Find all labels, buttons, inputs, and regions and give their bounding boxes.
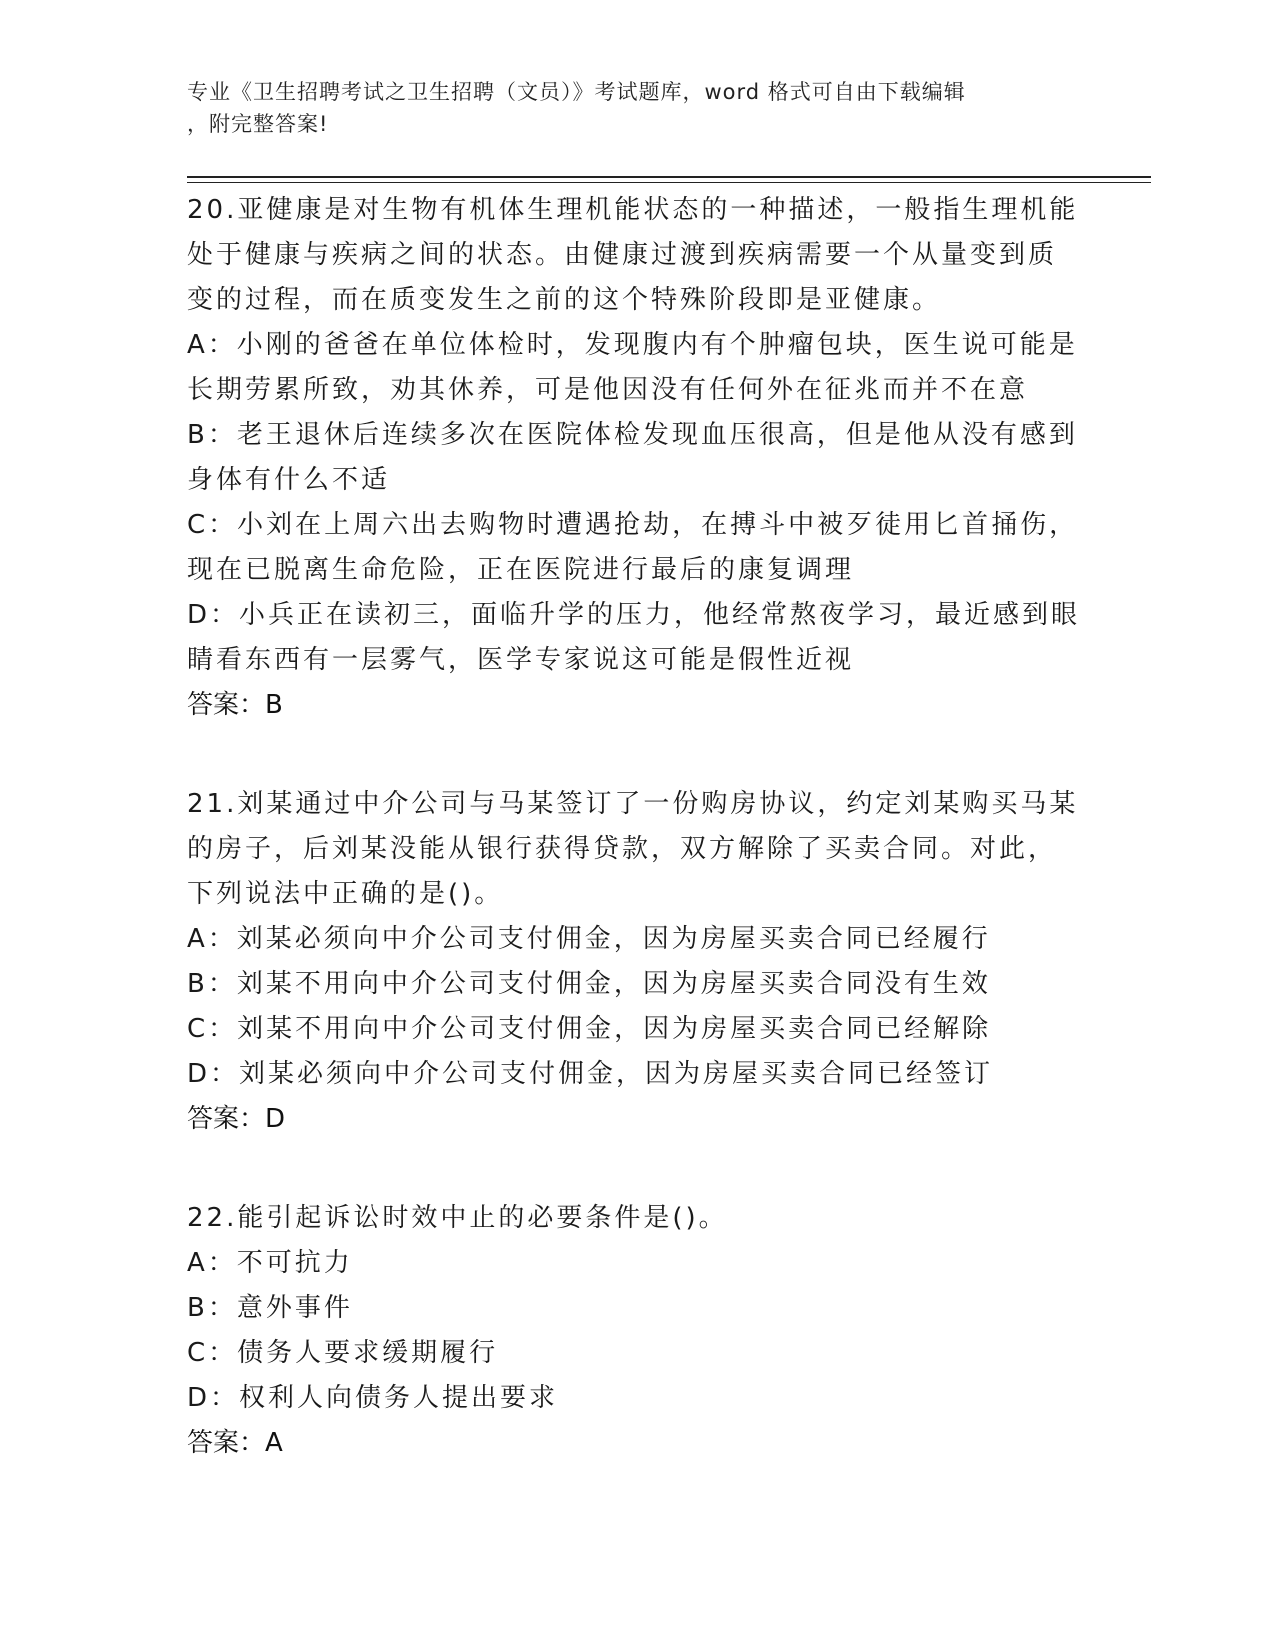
- question-stem-line: 下列说法中正确的是()。: [187, 879, 504, 909]
- option-c: [187, 503, 1087, 593]
- question-stem-line: 21.刘某通过中介公司与马某签订了一份购房协议，约定刘某购买马某: [187, 789, 1079, 819]
- option-line: 睛看东西有一层雾气，医学专家说这可能是假性近视: [187, 645, 855, 675]
- question-20: [187, 188, 1087, 728]
- question-stem-line: 22.能引起诉讼时效中止的必要条件是()。: [187, 1203, 728, 1233]
- header-divider-thin: [187, 182, 1151, 183]
- option-b: B：刘某不用向中介公司支付佣金，因为房屋买卖合同没有生效: [187, 969, 991, 999]
- question-22: [187, 1196, 1087, 1466]
- question-spacer: [187, 1142, 1087, 1196]
- option-a: A：不可抗力: [187, 1248, 353, 1278]
- answer-line: 答案：D: [187, 1104, 286, 1134]
- question-stem-line: 处于健康与疾病之间的状态。由健康过渡到疾病需要一个从量变到质: [187, 240, 1058, 270]
- question-stem-line: 20.亚健康是对生物有机体生理机能状态的一种描述，一般指生理机能: [187, 195, 1079, 225]
- header-divider-thick: [187, 176, 1151, 178]
- question-list: [187, 188, 1087, 1466]
- option-line: 身体有什么不适: [187, 465, 391, 495]
- option-c: C：债务人要求缓期履行: [187, 1338, 499, 1368]
- option-b: B：意外事件: [187, 1293, 353, 1323]
- question-spacer: [187, 728, 1087, 782]
- header-line-1: 专业《卫生招聘考试之卫生招聘（文员）》考试题库，word 格式可自由下载编辑: [187, 80, 966, 104]
- answer-line: 答案：B: [187, 690, 283, 720]
- option-line: B：老王退休后连续多次在医院体检发现血压很高，但是他从没有感到: [187, 420, 1078, 450]
- question-stem-line: 的房子，后刘某没能从银行获得贷款，双方解除了买卖合同。对此，: [187, 834, 1058, 864]
- option-line: D：小兵正在读初三，面临升学的压力，他经常熬夜学习，最近感到眼: [187, 600, 1081, 630]
- option-line: 长期劳累所致，劝其休养，可是他因没有任何外在征兆而并不在意: [187, 375, 1029, 405]
- option-line: 现在已脱离生命危险，正在医院进行最后的康复调理: [187, 555, 855, 585]
- option-a: [187, 323, 1087, 413]
- header-line-2: ，附完整答案!: [187, 112, 329, 136]
- document-header: [187, 76, 1087, 140]
- option-d: D：权利人向债务人提出要求: [187, 1383, 559, 1413]
- option-line: C：小刘在上周六出去购物时遭遇抢劫，在搏斗中被歹徒用匕首捅伤，: [187, 510, 1079, 540]
- option-a: A：刘某必须向中介公司支付佣金，因为房屋买卖合同已经履行: [187, 924, 991, 954]
- option-c: C：刘某不用向中介公司支付佣金，因为房屋买卖合同已经解除: [187, 1014, 992, 1044]
- question-stem-line: 变的过程，而在质变发生之前的这个特殊阶段即是亚健康。: [187, 285, 942, 315]
- question-21: [187, 782, 1087, 1142]
- option-b: [187, 413, 1087, 503]
- option-d: [187, 593, 1087, 683]
- option-d: D：刘某必须向中介公司支付佣金，因为房屋买卖合同已经签订: [187, 1059, 994, 1089]
- answer-line: 答案：A: [187, 1428, 283, 1458]
- option-line: A：小刚的爸爸在单位体检时，发现腹内有个肿瘤包块，医生说可能是: [187, 330, 1078, 360]
